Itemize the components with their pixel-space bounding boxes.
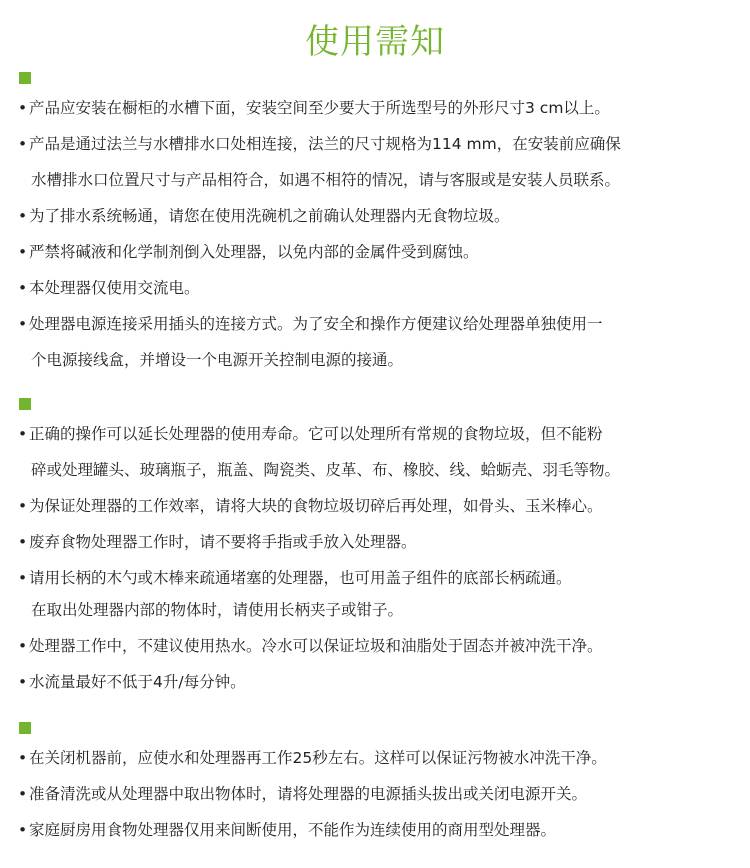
list-item-text: 请用长柄的木勺或木棒来疏通堵塞的处理器，也可用盖子组件的底部长柄疏通。 bbox=[29, 569, 572, 587]
bullet-icon: • bbox=[18, 243, 28, 261]
list-item bbox=[18, 530, 744, 554]
list-item bbox=[18, 494, 744, 518]
list-item bbox=[18, 132, 744, 192]
bullet-icon: • bbox=[18, 279, 28, 297]
bullet-icon: • bbox=[18, 135, 28, 153]
bullet-icon: • bbox=[18, 637, 28, 655]
list-item-text: 严禁将碱液和化学制剂倒入处理器，以免内部的金属件受到腐蚀。 bbox=[29, 243, 479, 261]
list-item-text: 产品应安装在橱柜的水槽下面，安装空间至少要大于所选型号的外形尺寸3 cm以上。 bbox=[29, 99, 610, 117]
list-item bbox=[18, 670, 744, 694]
notice-section-installation bbox=[18, 72, 744, 372]
list-item bbox=[18, 782, 744, 806]
bullet-icon: • bbox=[18, 749, 28, 767]
list-item-text: 碎或处理罐头、玻璃瓶子，瓶盖、陶瓷类、皮革、布、橡胶、线、蛤蛎壳、羽毛等物。 bbox=[31, 461, 621, 479]
bullet-icon: • bbox=[18, 569, 28, 587]
list-item bbox=[18, 634, 744, 658]
bullet-icon: • bbox=[18, 315, 28, 333]
list-item bbox=[18, 240, 744, 264]
list-item bbox=[18, 566, 744, 622]
list-item-text: 处理器工作中，不建议使用热水。冷水可以保证垃圾和油脂处于固态并被冲洗干净。 bbox=[29, 637, 603, 655]
bullet-icon: • bbox=[18, 207, 28, 225]
list-item-text: 准备清洗或从处理器中取出物体时，请将处理器的电源插头拔出或关闭电源开关。 bbox=[29, 785, 588, 803]
bullet-icon: • bbox=[18, 673, 28, 691]
list-item-text: 在取出处理器内部的物体时，请使用长柄夹子或钳子。 bbox=[31, 601, 404, 619]
bullet-icon: • bbox=[18, 785, 28, 803]
list-item bbox=[18, 276, 744, 300]
list-item bbox=[18, 818, 744, 842]
notice-section-operation bbox=[18, 398, 744, 694]
list-item-text: 家庭厨房用食物处理器仅用来间断使用，不能作为连续使用的商用型处理器。 bbox=[29, 821, 557, 839]
bullet-icon: • bbox=[18, 99, 28, 117]
notice-section-usage bbox=[18, 722, 744, 842]
list-item bbox=[18, 422, 744, 482]
list-item-text: 本处理器仅使用交流电。 bbox=[29, 279, 200, 297]
bullet-icon: • bbox=[18, 821, 28, 839]
list-item-text: 个电源接线盒，并增设一个电源开关控制电源的接通。 bbox=[31, 351, 404, 369]
list-item-text: 为保证处理器的工作效率，请将大块的食物垃圾切碎后再处理，如骨头、玉米棒心。 bbox=[29, 497, 603, 515]
page-title: 使用需知 bbox=[305, 22, 445, 62]
list-item-text: 处理器电源连接采用插头的连接方式。为了安全和操作方便建议给处理器单独使用一 bbox=[29, 315, 603, 333]
list-item bbox=[18, 96, 744, 120]
list-item-text: 正确的操作可以延长处理器的使用寿命。它可以处理所有常规的食物垃圾，但不能粉 bbox=[29, 425, 603, 443]
list-item-text: 水槽排水口位置尺寸与产品相符合，如遇不相符的情况，请与客服或是安装人员联系。 bbox=[31, 171, 621, 189]
list-item-text: 产品是通过法兰与水槽排水口处相连接，法兰的尺寸规格为114 mm，在安装前应确保 bbox=[29, 135, 621, 153]
list-item bbox=[18, 204, 744, 228]
list-item-text: 为了排水系统畅通，请您在使用洗碗机之前确认处理器内无食物垃圾。 bbox=[29, 207, 510, 225]
list-item bbox=[18, 746, 744, 770]
list-item-text: 在关闭机器前，应使水和处理器再工作25秒左右。这样可以保证污物被水冲洗干净。 bbox=[29, 749, 607, 767]
list-item-text: 废弃食物处理器工作时，请不要将手指或手放入处理器。 bbox=[29, 533, 417, 551]
bullet-icon: • bbox=[18, 497, 28, 515]
section-marker-icon bbox=[19, 398, 31, 410]
bullet-icon: • bbox=[18, 425, 28, 443]
bullet-icon: • bbox=[18, 533, 28, 551]
section-marker-icon bbox=[19, 722, 31, 734]
list-item bbox=[18, 312, 744, 372]
section-marker-icon bbox=[19, 72, 31, 84]
list-item-text: 水流量最好不低于4升/每分钟。 bbox=[29, 673, 246, 691]
